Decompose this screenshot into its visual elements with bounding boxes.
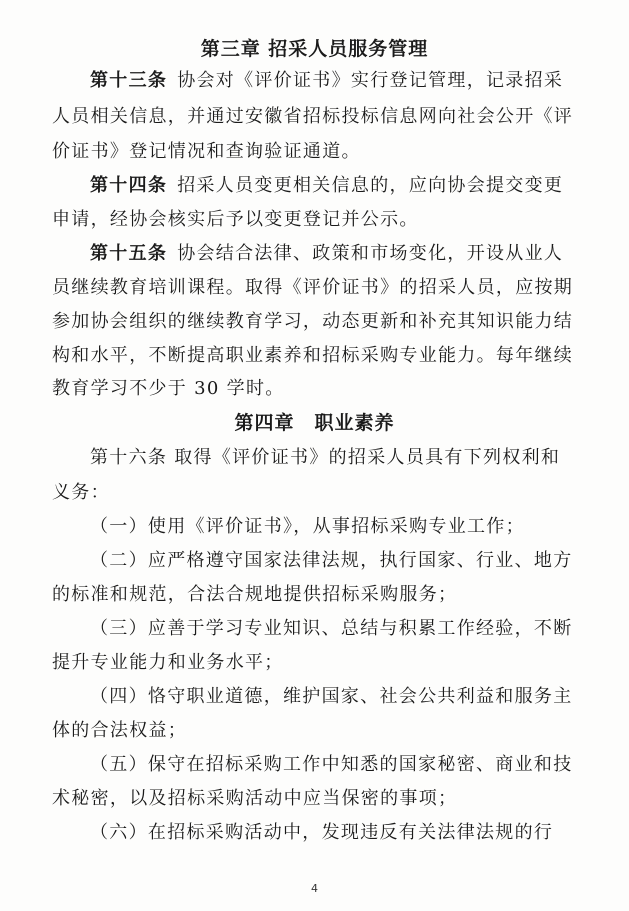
article-13-line-1 — [90, 64, 612, 98]
article-14-text-1: 招采人员变更相关信息的，应向协会提交变更 — [177, 175, 564, 196]
article-14-line-1 — [90, 169, 612, 203]
article-13-label: 第十三条 — [90, 70, 168, 91]
article-15-line-2: 员继续教育培训课程。取得《评价证书》的招采人员，应按期 — [52, 277, 574, 298]
chapter-4-heading: 第四章 职业素养 — [234, 412, 395, 434]
article-16-item-6a: （六）在招标采购活动中，发现违反有关法律法规的行 — [90, 822, 554, 843]
article-16-item-4a: （四）恪守职业道德，维护国家、社会公共利益和服务主 — [90, 686, 573, 707]
article-15-line-5: 教育学习不少于 30 学时。 — [52, 378, 285, 399]
article-16-item-2b: 的标准和规范，合法合规地提供招标采购服务； — [52, 584, 458, 605]
article-13-line-3: 价证书》登记情况和查询验证通道。 — [52, 141, 361, 162]
article-16-item-1: （一）使用《评价证书》，从事招标采购专业工作； — [90, 516, 525, 537]
article-15-line-3: 参加协会组织的继续教育学习，动态更新和补充其知识能力结 — [52, 311, 574, 332]
article-14-line-2: 申请，经协会核实后予以变更登记并公示。 — [52, 209, 419, 230]
page-number: 4 — [311, 882, 318, 895]
article-15-label: 第十五条 — [90, 243, 168, 264]
article-16-line-2: 义务： — [52, 482, 110, 503]
article-15-line-1 — [90, 237, 612, 271]
article-16-item-3a: （三）应善于学习专业知识、总结与积累工作经验，不断 — [90, 618, 573, 639]
article-14-label: 第十四条 — [90, 175, 168, 196]
article-13-text-1: 协会对《评价证书》实行登记管理，记录招采 — [177, 70, 564, 91]
article-16-item-3b: 提升专业能力和业务水平； — [52, 652, 284, 673]
article-16-item-4b: 体的合法权益； — [52, 720, 188, 741]
article-15-line-4: 构和水平，不断提高职业素养和招标采购专业能力。每年继续 — [52, 345, 574, 366]
article-16-line-1: 第十六条 取得《评价证书》的招采人员具有下列权利和 — [90, 447, 561, 468]
article-15-text-1: 协会结合法律、政策和市场变化，开设从业人 — [177, 243, 564, 264]
chapter-3-heading: 第三章 招采人员服务管理 — [200, 38, 429, 60]
article-16-item-2a: （二）应严格遵守国家法律法规，执行国家、行业、地方 — [90, 550, 573, 571]
article-16-item-5a: （五）保守在招标采购工作中知悉的国家秘密、商业和技 — [90, 754, 573, 775]
article-16-item-5b: 术秘密，以及招标采购活动中应当保密的事项； — [52, 788, 458, 809]
article-13-line-2: 人员相关信息，并通过安徽省招标投标信息网向社会公开《评 — [52, 106, 574, 127]
